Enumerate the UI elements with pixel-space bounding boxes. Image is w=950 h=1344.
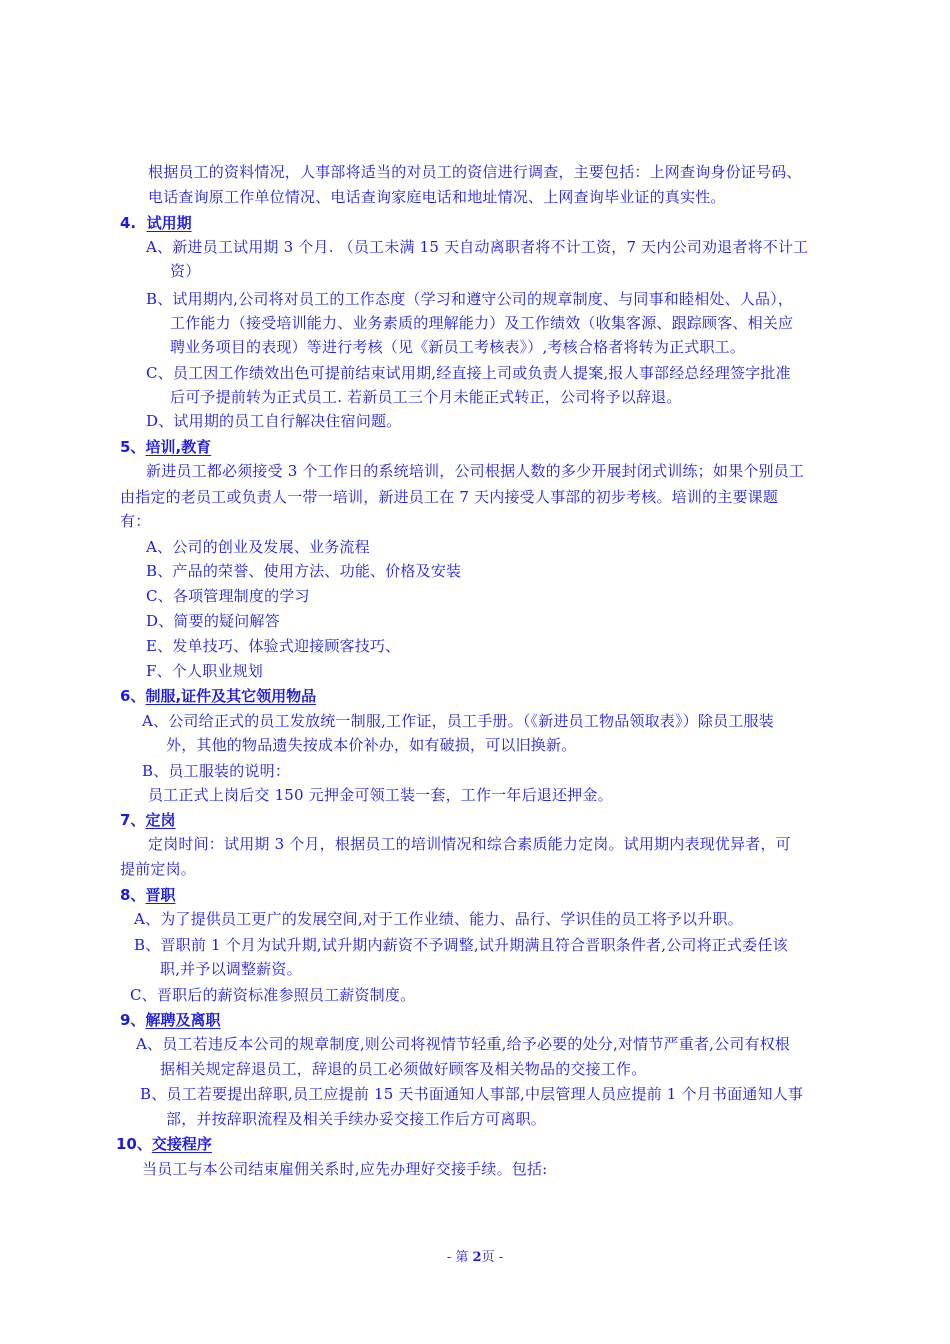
footer-suffix: 页 - — [481, 1250, 504, 1265]
s5-line-1: 新进员工都必须接受 3 个工作日的系统培训，公司根据人数的多少开展封闭式训练；如果个别员工 — [146, 462, 805, 480]
section-5-number: 5、 — [120, 438, 146, 456]
intro-line-1: 根据员工的资料情况，人事部将适当的对员工的资信进行调查，主要包括：上网查询身份证号码、 — [148, 163, 802, 181]
intro-line-2: 电话查询原工作单位情况、电话查询家庭电话和地址情况、上网查询毕业证的真实性。 — [148, 188, 726, 206]
s8-line-a: A、为了提供员工更广的发展空间,对于工作业绩、能力、品行、学识佳的员工将予以升职。 — [134, 910, 743, 928]
s4-line-c2: 后可予提前转为正式员工. 若新员工三个月未能正式转正，公司将予以辞退。 — [170, 388, 682, 406]
s9-line-b1: B、员工若要提出辞职,员工应提前 15 天书面通知人事部,中层管理人员应提前 1 个月书面通知人事 — [140, 1085, 804, 1103]
section-8-number: 8、 — [120, 886, 146, 904]
s8-line-c: C、晋职后的薪资标准参照员工薪资制度。 — [130, 986, 416, 1004]
s9-line-a1: A、员工若违反本公司的规章制度,则公司将视情节轻重,给予必要的处分,对情节严重者,公司有权根 — [136, 1035, 791, 1053]
s5-item-d: D、简要的疑问解答 — [146, 612, 280, 630]
section-6-heading — [120, 685, 330, 707]
s6-line-b: B、员工服装的说明： — [142, 762, 291, 780]
s6-line-b-detail: 员工正式上岗后交 150 元押金可领工装一套，工作一年后退还押金。 — [148, 786, 613, 804]
section-7-heading — [120, 809, 189, 831]
page-footer — [0, 1246, 950, 1265]
page-number: 2 — [472, 1250, 482, 1265]
s5-item-e: E、发单技巧、体验式迎接顾客技巧、 — [146, 637, 401, 655]
s5-line-3: 有： — [120, 512, 151, 530]
s8-line-b2: 职,并予以调整薪资。 — [160, 960, 302, 978]
s4-line-a2: 资） — [170, 262, 201, 280]
section-6-title: 制服,证件及其它领用物品 — [145, 687, 317, 705]
s5-item-c: C、各项管理制度的学习 — [146, 587, 310, 605]
s5-line-2: 由指定的老员工或负责人一带一培训，新进员工在 7 天内接受人事部的初步考核。培训的主要课题 — [120, 488, 779, 506]
s5-item-b: B、产品的荣誉、使用方法、功能、价格及安装 — [146, 562, 462, 580]
section-4-title: 试用期 — [146, 214, 192, 232]
section-4-number: 4. — [120, 214, 137, 232]
s9-line-a2: 据相关规定辞退员工，辞退的员工必须做好顾客及相关物品的交接工作。 — [160, 1060, 647, 1078]
s10-line-1: 当员工与本公司结束雇佣关系时,应先办理好交接手续。包括: — [142, 1160, 548, 1178]
footer-prefix: - 第 — [446, 1250, 473, 1265]
section-7-number: 7、 — [120, 811, 146, 829]
s7-line-1: 定岗时间：试用期 3 个月，根据员工的培训情况和综合素质能力定岗。试用期内表现优异者，可 — [148, 835, 791, 853]
section-9-title: 解聘及离职 — [145, 1011, 221, 1029]
section-10-title: 交接程序 — [151, 1135, 212, 1153]
s5-item-f: F、个人职业规划 — [146, 662, 264, 680]
section-4-heading — [120, 212, 206, 234]
s4-line-b2: 工作能力（接受培训能力、业务素质的理解能力）及工作绩效（收集客源、跟踪顾客、相关应 — [170, 314, 794, 332]
section-5-title: 培训,教育 — [145, 438, 212, 456]
section-8-heading — [120, 884, 189, 906]
section-9-number: 9、 — [120, 1011, 146, 1029]
section-6-number: 6、 — [120, 687, 146, 705]
section-10-heading — [116, 1133, 226, 1155]
s4-line-a1: A、新进员工试用期 3 个月. （员工未满 15 天自动离职者将不计工资，7 天内公司劝退者将不计工 — [146, 238, 809, 256]
section-7-title: 定岗 — [145, 811, 176, 829]
s5-item-a: A、公司的创业及发展、业务流程 — [146, 538, 370, 556]
section-5-heading — [120, 436, 225, 458]
s6-line-a2: 外，其他的物品遗失按成本价补办，如有破损，可以旧换新。 — [166, 736, 577, 754]
s9-line-b2: 部，并按辞职流程及相关手续办妥交接工作后方可离职。 — [166, 1110, 547, 1128]
s7-line-2: 提前定岗。 — [120, 860, 197, 878]
s4-line-c1: C、员工因工作绩效出色可提前结束试用期,经直接上司或负责人提案,报人事部经总经理签字批准 — [146, 364, 791, 382]
s4-line-b3: 聘业务项目的表现）等进行考核（见《新员工考核表》）,考核合格者将转为正式职工。 — [170, 338, 746, 356]
s4-line-d: D、试用期的员工自行解决住宿问题。 — [146, 412, 402, 430]
section-8-title: 晋职 — [145, 886, 176, 904]
s4-line-b1: B、试用期内,公司将对员工的工作态度（学习和遵守公司的规章制度、与同事和睦相处、人品）， — [146, 290, 794, 308]
section-10-number: 10、 — [116, 1135, 152, 1153]
section-9-heading — [120, 1009, 234, 1031]
s6-line-a1: A、公司给正式的员工发放统一制服,工作证，员工手册。（《新进员工物品领取表》）除员工服装 — [142, 712, 774, 730]
s8-line-b1: B、晋职前 1 个月为试升期,试升期内薪资不予调整,试升期满且符合晋职条件者,公司将正式委任该 — [134, 936, 788, 954]
